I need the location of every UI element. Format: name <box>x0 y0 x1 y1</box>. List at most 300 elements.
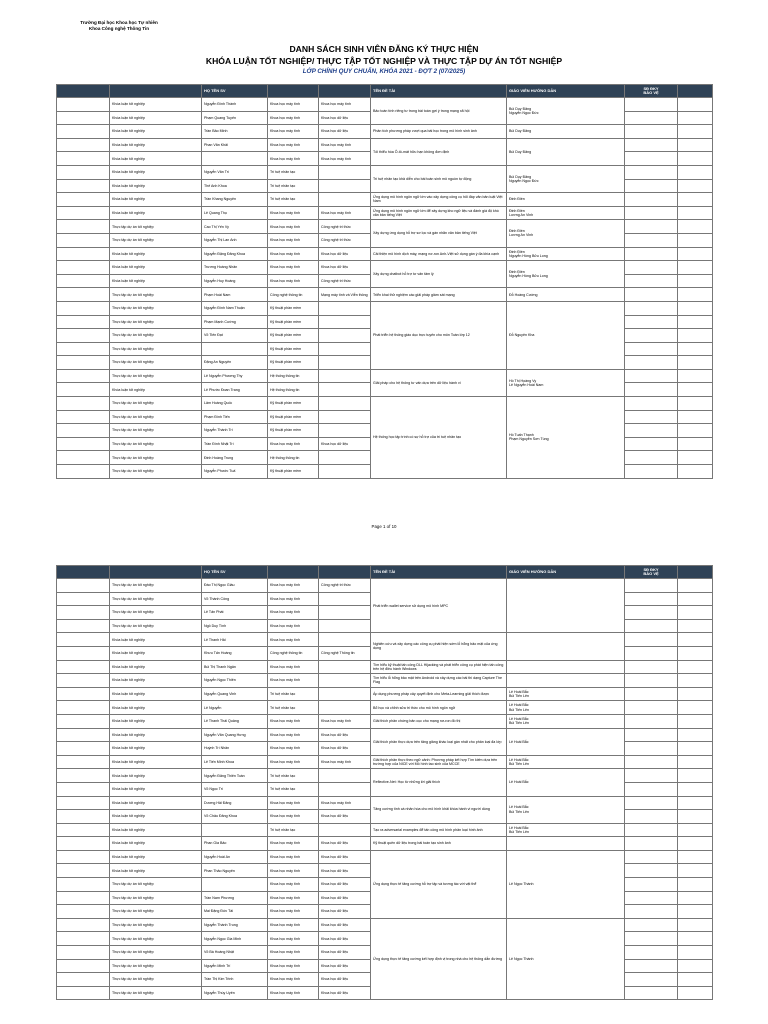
extra-cell <box>678 769 713 783</box>
thesis-type-cell: Khóa luận tốt nghiệp <box>110 98 202 112</box>
row-index-cell <box>57 701 110 715</box>
major-cell: Khoa học máy tính <box>268 728 319 742</box>
specialization-cell: Công nghệ tri thức <box>319 579 371 593</box>
signup-cell <box>625 946 678 960</box>
signup-cell <box>625 796 678 810</box>
signup-cell <box>625 247 678 261</box>
advisor-cell: Lê Ngọc Thành <box>507 918 625 1000</box>
extra-cell <box>678 329 713 343</box>
advisor-cell <box>507 837 625 851</box>
student-name-cell: Nguyễn Thị Lan Anh <box>202 233 268 247</box>
table-row <box>57 125 713 139</box>
header-spec <box>319 85 371 98</box>
extra-cell <box>678 973 713 987</box>
student-name-cell: Nguyễn Văn Trí <box>202 165 268 179</box>
table-row <box>57 220 713 234</box>
extra-cell <box>678 878 713 892</box>
signup-cell <box>625 769 678 783</box>
student-table-page-2 <box>56 565 713 1000</box>
student-name-cell: Võ Châu Đăng Khoa <box>202 810 268 824</box>
extra-cell <box>678 410 713 424</box>
row-index-cell <box>57 301 110 315</box>
major-cell: Công nghệ thông tin <box>268 646 319 660</box>
thesis-type-cell: Thực tập dự án tốt nghiệp <box>110 288 202 302</box>
advisor-cell: Đỗ Nguyên Kha <box>507 301 625 369</box>
signup-cell <box>625 397 678 411</box>
row-index-cell <box>57 206 110 220</box>
row-index-cell <box>57 193 110 207</box>
specialization-cell: Khoa học dữ liệu <box>319 959 371 973</box>
major-cell: Trí tuệ nhân tạo <box>268 179 319 193</box>
major-cell: Khoa học máy tính <box>268 138 319 152</box>
table-row <box>57 769 713 783</box>
header-advisor: GIÁO VIÊN HƯỚNG DẪN <box>507 566 625 579</box>
thesis-type-cell: Khóa luận tốt nghiệp <box>110 864 202 878</box>
row-index-cell <box>57 619 110 633</box>
advisor-cell: Lê Ngọc Thành <box>507 850 625 918</box>
extra-cell <box>678 592 713 606</box>
signup-cell <box>625 986 678 1000</box>
student-table-page-1 <box>56 84 713 479</box>
major-cell: Trí tuệ nhân tạo <box>268 165 319 179</box>
specialization-cell <box>319 769 371 783</box>
signup-cell <box>625 714 678 728</box>
thesis-type-cell: Khóa luận tốt nghiệp <box>110 125 202 139</box>
major-cell: Khoa học máy tính <box>268 437 319 451</box>
major-cell: Khoa học máy tính <box>268 932 319 946</box>
thesis-type-cell: Khóa luận tốt nghiệp <box>110 850 202 864</box>
signup-cell <box>625 891 678 905</box>
specialization-cell: Mạng máy tính và Viễn thông <box>319 288 371 302</box>
extra-cell <box>678 424 713 438</box>
extra-cell <box>678 301 713 315</box>
row-index-cell <box>57 660 110 674</box>
extra-cell <box>678 451 713 465</box>
table-row <box>57 918 713 932</box>
thesis-type-cell: Thực tập dự án tốt nghiệp <box>110 301 202 315</box>
row-index-cell <box>57 633 110 647</box>
thesis-type-cell: Khóa luận tốt nghiệp <box>110 111 202 125</box>
topic-cell: Bảo toàn tính riêng tư trong bài toán gợi ý trong mạng xã hội <box>371 98 507 125</box>
major-cell: Khoa học máy tính <box>268 891 319 905</box>
signup-cell <box>625 837 678 851</box>
thesis-type-cell: Thực tập dự án tốt nghiệp <box>110 220 202 234</box>
advisor-cell: Đinh Điền Lương An Vinh <box>507 206 625 220</box>
row-index-cell <box>57 946 110 960</box>
thesis-type-cell: Khóa luận tốt nghiệp <box>110 728 202 742</box>
extra-cell <box>678 932 713 946</box>
thesis-type-cell: Khóa luận tốt nghiệp <box>110 646 202 660</box>
row-index-cell <box>57 138 110 152</box>
student-name-cell: Đặng An Nguyên <box>202 356 268 370</box>
specialization-cell: Khoa học dữ liệu <box>319 932 371 946</box>
signup-cell <box>625 810 678 824</box>
signup-cell <box>625 261 678 275</box>
specialization-cell: Khoa học dữ liệu <box>319 111 371 125</box>
student-name-cell: Khưu Tấn Hoàng <box>202 646 268 660</box>
extra-cell <box>678 837 713 851</box>
major-cell: Trí tuệ nhân tạo <box>268 687 319 701</box>
student-name-cell: Dương Hải Đăng <box>202 796 268 810</box>
specialization-cell: Khoa học dữ liệu <box>319 850 371 864</box>
major-cell: Khoa học máy tính <box>268 619 319 633</box>
student-name-cell: Phan Văn Khải <box>202 138 268 152</box>
extra-cell <box>678 959 713 973</box>
student-name-cell: Lâm Hoàng Quốc <box>202 397 268 411</box>
major-cell: Khoa học máy tính <box>268 837 319 851</box>
extra-cell <box>678 742 713 756</box>
topic-cell: Ứng dụng mô hình ngôn ngữ lớn để xây dựng kho ngữ liệu và đánh giá độ khó văn bản tiếng Việt <box>371 206 507 220</box>
header-signup-line1: SĐ ĐKY <box>643 566 659 572</box>
extra-cell <box>678 701 713 715</box>
topic-cell: Hệ thống học tập trình có sự hỗ trợ của trí tuệ nhân tạo <box>371 397 507 479</box>
advisor-cell: Lê Hoài Bắc Bùi Tiến Lên <box>507 687 625 701</box>
major-cell: Kỹ thuật phần mềm <box>268 410 319 424</box>
specialization-cell: Khoa học dữ liệu <box>319 261 371 275</box>
specialization-cell <box>319 342 371 356</box>
thesis-type-cell: Thực tập dự án tốt nghiệp <box>110 369 202 383</box>
extra-cell <box>678 397 713 411</box>
major-cell: Khoa học máy tính <box>268 592 319 606</box>
topic-cell: Phát triển wallet service sử dụng mô hình MPC <box>371 579 507 633</box>
signup-cell <box>625 424 678 438</box>
signup-cell <box>625 383 678 397</box>
student-name-cell: Lê Tấn Phát <box>202 606 268 620</box>
thesis-type-cell: Khóa luận tốt nghiệp <box>110 837 202 851</box>
specialization-cell: Khoa học máy tính <box>319 152 371 166</box>
student-name-cell: Trần Khang Nguyên <box>202 193 268 207</box>
signup-cell <box>625 905 678 919</box>
topic-cell: Xây dựng chatbot hỗ trợ tư vấn tâm lý <box>371 261 507 288</box>
specialization-cell <box>319 179 371 193</box>
topic-cell: Tìm hiểu kỹ thuật tấn công DLL Hijacking và phát triển công cụ phát hiện tấn công trên hệ điều hành Windows <box>371 660 507 674</box>
major-cell: Khoa học máy tính <box>268 633 319 647</box>
signup-cell <box>625 301 678 315</box>
specialization-cell: Khoa học máy tính <box>319 796 371 810</box>
signup-cell <box>625 410 678 424</box>
row-index-cell <box>57 342 110 356</box>
thesis-type-cell: Khóa luận tốt nghiệp <box>110 755 202 769</box>
extra-cell <box>678 383 713 397</box>
table-row <box>57 369 713 383</box>
specialization-cell: Công nghệ tri thức <box>319 274 371 288</box>
extra-cell <box>678 220 713 234</box>
extra-cell <box>678 714 713 728</box>
major-cell: Khoa học máy tính <box>268 986 319 1000</box>
student-name-cell: Lê Phước Đoan Trang <box>202 383 268 397</box>
student-name-cell: Phạm Hoài Nam <box>202 288 268 302</box>
student-name-cell <box>202 823 268 837</box>
signup-cell <box>625 864 678 878</box>
topic-cell: Ứng dụng thực tế tăng cường kết hợp định vị trong nhà cho hệ thống dẫn đường <box>371 918 507 1000</box>
advisor-cell: Hồ Tuấn Thanh Phạm Nguyễn Sơn Tùng <box>507 397 625 479</box>
extra-cell <box>678 864 713 878</box>
extra-cell <box>678 165 713 179</box>
thesis-type-cell: Khóa luận tốt nghiệp <box>110 247 202 261</box>
topic-cell: Tìm hiểu lỗ hổng bảo mật trên Android và xây dựng các bài thi dạng Capture The Flag <box>371 674 507 688</box>
major-cell: Kỹ thuật phần mềm <box>268 329 319 343</box>
row-index-cell <box>57 973 110 987</box>
thesis-type-cell: Thực tập dự án tốt nghiệp <box>110 424 202 438</box>
thesis-type-cell: Khóa luận tốt nghiệp <box>110 165 202 179</box>
advisor-cell: Lê Hoài Bắc Bùi Tiến Lên <box>507 823 625 837</box>
specialization-cell: Khoa học dữ liệu <box>319 864 371 878</box>
extra-cell <box>678 946 713 960</box>
thesis-type-cell: Thực tập dự án tốt nghiệp <box>110 986 202 1000</box>
table-row <box>57 247 713 261</box>
student-name-cell: Phạm Mạnh Cường <box>202 315 268 329</box>
table-row <box>57 138 713 152</box>
thesis-type-cell: Thực tập dự án tốt nghiệp <box>110 946 202 960</box>
major-cell: Khoa học máy tính <box>268 755 319 769</box>
specialization-cell: Khoa học dữ liệu <box>319 742 371 756</box>
extra-cell <box>678 905 713 919</box>
major-cell: Khoa học máy tính <box>268 850 319 864</box>
student-name-cell: Nguyễn Thành Trung <box>202 918 268 932</box>
specialization-cell <box>319 410 371 424</box>
advisor-cell <box>507 660 625 674</box>
major-cell: Khoa học máy tính <box>268 959 319 973</box>
signup-cell <box>625 782 678 796</box>
topic-cell: Triển khai thử nghiệm các giải pháp giám sát mạng <box>371 288 507 302</box>
extra-cell <box>678 918 713 932</box>
specialization-cell <box>319 633 371 647</box>
specialization-cell <box>319 701 371 715</box>
specialization-cell <box>319 687 371 701</box>
thesis-type-cell: Khóa luận tốt nghiệp <box>110 769 202 783</box>
signup-cell <box>625 206 678 220</box>
signup-cell <box>625 465 678 479</box>
thesis-type-cell: Thực tập dự án tốt nghiệp <box>110 410 202 424</box>
specialization-cell <box>319 165 371 179</box>
page-footer: Page 1 of 10 <box>371 524 397 529</box>
advisor-cell <box>507 674 625 688</box>
specialization-cell <box>319 592 371 606</box>
advisor-cell: Lê Hoài Bắc Bùi Tiến Lên <box>507 714 625 728</box>
document-class-line: LỚP CHÍNH QUY CHUẨN, KHÓA 2021 - ĐỢT 2 (07/2025) <box>302 68 466 75</box>
header-major <box>268 566 319 579</box>
signup-cell <box>625 98 678 112</box>
extra-cell <box>678 687 713 701</box>
row-index-cell <box>57 646 110 660</box>
student-name-cell: Thế Anh Khoa <box>202 179 268 193</box>
advisor-cell: Lê Hoài Bắc Bùi Tiến Lên <box>507 796 625 823</box>
student-name-cell: Lê Quang Thụ <box>202 206 268 220</box>
student-name-cell: Nguyễn Đình Nam Thuận <box>202 301 268 315</box>
major-cell: Khoa học máy tính <box>268 220 319 234</box>
signup-cell <box>625 315 678 329</box>
topic-cell: Reflective-Net: Học từ những lời giải thích <box>371 769 507 796</box>
signup-cell <box>625 329 678 343</box>
row-index-cell <box>57 891 110 905</box>
major-cell: Hệ thống thông tin <box>268 451 319 465</box>
table-row <box>57 796 713 810</box>
specialization-cell: Khoa học máy tính <box>319 755 371 769</box>
extra-cell <box>678 315 713 329</box>
topic-cell: Xây dựng ứng dụng hỗ trợ sơ lọc và gán nhãn văn bản tiếng Việt <box>371 220 507 247</box>
student-name-cell: Đào Thị Ngọc Giàu <box>202 579 268 593</box>
topic-cell: Ứng dụng mô hình ngôn ngữ lớn vào xây dựng công cụ hỏi đáp văn bản luật Việt Nam <box>371 193 507 207</box>
row-index-cell <box>57 728 110 742</box>
document-subtitle: KHÓA LUẬN TỐT NGHIỆP/ THỰC TẬP TỐT NGHIỆP VÀ THỰC TẬP DỰ ÁN TỐT NGHIỆP <box>205 56 563 66</box>
extra-cell <box>678 193 713 207</box>
student-name-cell: Nguyễn Phước Tuấ <box>202 465 268 479</box>
thesis-type-cell: Thực tập dự án tốt nghiệp <box>110 932 202 946</box>
extra-cell <box>678 579 713 593</box>
row-index-cell <box>57 288 110 302</box>
topic-cell: Phát triển hệ thống giáo dục trực tuyến cho môn Toán lớp 12 <box>371 301 507 369</box>
thesis-type-cell: Thực tập dự án tốt nghiệp <box>110 959 202 973</box>
thesis-type-cell: Thực tập dự án tốt nghiệp <box>110 905 202 919</box>
row-index-cell <box>57 674 110 688</box>
thesis-type-cell: Thực tập dự án tốt nghiệp <box>110 918 202 932</box>
topic-cell: Giải pháp cho hệ thống tư vấn dựa trên dữ liệu hành vi <box>371 369 507 396</box>
major-cell: Hệ thống thông tin <box>268 369 319 383</box>
specialization-cell: Khoa học dữ liệu <box>319 437 371 451</box>
major-cell: Khoa học máy tính <box>268 742 319 756</box>
thesis-type-cell: Khóa luận tốt nghiệp <box>110 674 202 688</box>
extra-cell <box>678 660 713 674</box>
institution-header <box>74 20 164 32</box>
header-name: HỌ TÊN SV <box>202 566 268 579</box>
signup-cell <box>625 451 678 465</box>
major-cell: Kỹ thuật phần mềm <box>268 342 319 356</box>
major-cell: Kỹ thuật phần mềm <box>268 315 319 329</box>
topic-cell: Bổ học và chỉnh sửa tri thức cho mô hình ngôn ngữ <box>371 701 507 715</box>
advisor-cell: Đinh Điền Nguyễn Hồng Bửu Long <box>507 247 625 261</box>
major-cell: Công nghệ thông tin <box>268 288 319 302</box>
major-cell: Khoa học máy tính <box>268 261 319 275</box>
major-cell: Khoa học máy tính <box>268 674 319 688</box>
extra-cell <box>678 619 713 633</box>
header-signup-line2: BẢO VỆ <box>643 571 659 576</box>
row-index-cell <box>57 220 110 234</box>
thesis-type-cell: Khóa luận tốt nghiệp <box>110 274 202 288</box>
student-name-cell: Trần Bảo Minh <box>202 125 268 139</box>
thesis-type-cell: Thực tập dự án tốt nghiệp <box>110 973 202 987</box>
advisor-cell: Đinh Điền Lương An Vinh <box>507 220 625 247</box>
topic-cell: Tăng cường tính cá nhân hóa cho mô hình khải khóa hành vi người dùng <box>371 796 507 823</box>
row-index-cell <box>57 274 110 288</box>
row-index-cell <box>57 179 110 193</box>
specialization-cell: Khoa học máy tính <box>319 714 371 728</box>
major-cell: Khoa học máy tính <box>268 714 319 728</box>
header-extra <box>678 85 713 98</box>
specialization-cell <box>319 465 371 479</box>
table-row <box>57 728 713 742</box>
header-advisor: GIÁO VIÊN HƯỚNG DẪN <box>507 85 625 98</box>
thesis-type-cell: Thực tập dự án tốt nghiệp <box>110 356 202 370</box>
student-name-cell: Lê Tiến Minh Khoa <box>202 755 268 769</box>
student-name-cell: Lê Thanh Thái Quảng <box>202 714 268 728</box>
advisor-cell: Đỗ Hoàng Cường <box>507 288 625 302</box>
student-name-cell: Trương Hoàng Nhân <box>202 261 268 275</box>
row-index-cell <box>57 315 110 329</box>
table-row <box>57 660 713 674</box>
major-cell: Khoa học máy tính <box>268 579 319 593</box>
thesis-type-cell: Thực tập dự án tốt nghiệp <box>110 465 202 479</box>
thesis-type-cell: Khóa luận tốt nghiệp <box>110 823 202 837</box>
major-cell: Khoa học máy tính <box>268 606 319 620</box>
student-name-cell: Nguyễn Văn Quang Hưng <box>202 728 268 742</box>
signup-cell <box>625 687 678 701</box>
specialization-cell: Khoa học dữ liệu <box>319 946 371 960</box>
specialization-cell: Công nghệ tri thức <box>319 233 371 247</box>
signup-cell <box>625 728 678 742</box>
extra-cell <box>678 261 713 275</box>
thesis-type-cell: Khóa luận tốt nghiệp <box>110 261 202 275</box>
signup-cell <box>625 633 678 647</box>
signup-cell <box>625 701 678 715</box>
signup-cell <box>625 660 678 674</box>
row-index-cell <box>57 397 110 411</box>
thesis-type-cell: Thực tập dự án tốt nghiệp <box>110 397 202 411</box>
specialization-cell <box>319 674 371 688</box>
header-type <box>110 566 202 579</box>
student-name-cell: Nguyễn Hoài An <box>202 850 268 864</box>
thesis-type-cell: Khóa luận tốt nghiệp <box>110 782 202 796</box>
major-cell: Trí tuệ nhân tạo <box>268 193 319 207</box>
table-row <box>57 397 713 411</box>
major-cell: Khoa học máy tính <box>268 125 319 139</box>
major-cell: Trí tuệ nhân tạo <box>268 769 319 783</box>
header-topic: TÊN ĐỀ TÀI <box>371 566 507 579</box>
topic-cell: Kỹ thuật quên dữ liệu trong bài toán tạo sinh ảnh <box>371 837 507 851</box>
student-name-cell: Phạm Đình Tiến <box>202 410 268 424</box>
major-cell: Trí tuệ nhân tạo <box>268 782 319 796</box>
document-title: DANH SÁCH SINH VIÊN ĐĂNG KÝ THỰC HIỆN <box>289 44 479 54</box>
student-name-cell: Lê Nguyễn Phương Thy <box>202 369 268 383</box>
major-cell: Khoa học máy tính <box>268 206 319 220</box>
student-name-cell: Mai Đặng Đức Tài <box>202 905 268 919</box>
student-name-cell: Võ Bá Hoàng Nhật <box>202 946 268 960</box>
student-name-cell: Trần Nam Phương <box>202 891 268 905</box>
extra-cell <box>678 206 713 220</box>
topic-cell: Phân tích phương pháp vượt qua bài học trong mô hình sinh ảnh <box>371 125 507 139</box>
student-name-cell: Trần Đình Nhật Trí <box>202 437 268 451</box>
signup-cell <box>625 274 678 288</box>
signup-cell <box>625 646 678 660</box>
row-index-cell <box>57 369 110 383</box>
specialization-cell: Khoa học dữ liệu <box>319 986 371 1000</box>
extra-cell <box>678 437 713 451</box>
specialization-cell: Khoa học dữ liệu <box>319 905 371 919</box>
header-topic: TÊN ĐỀ TÀI <box>371 85 507 98</box>
thesis-type-cell: Thực tập dự án tốt nghiệp <box>110 606 202 620</box>
thesis-type-cell: Thực tập dự án tốt nghiệp <box>110 891 202 905</box>
specialization-cell: Khoa học dữ liệu <box>319 837 371 851</box>
extra-cell <box>678 356 713 370</box>
table-row <box>57 633 713 647</box>
extra-cell <box>678 465 713 479</box>
student-name-cell: Bùi Thị Thanh Ngân <box>202 660 268 674</box>
student-name-cell: Nguyễn Huy Hoàng <box>202 274 268 288</box>
student-name-cell: Huỳnh Trí Nhân <box>202 742 268 756</box>
row-index-cell <box>57 165 110 179</box>
thesis-type-cell: Thực tập dự án tốt nghiệp <box>110 342 202 356</box>
row-index-cell <box>57 714 110 728</box>
major-cell: Trí tuệ nhân tạo <box>268 701 319 715</box>
row-index-cell <box>57 247 110 261</box>
student-name-cell: Lê Thanh Hải <box>202 633 268 647</box>
thesis-type-cell: Thực tập dự án tốt nghiệp <box>110 878 202 892</box>
signup-cell <box>625 579 678 593</box>
advisor-cell: Bùi Duy Đăng <box>507 125 625 139</box>
thesis-type-cell: Thực tập dự án tốt nghiệp <box>110 329 202 343</box>
specialization-cell: Khoa học dữ liệu <box>319 891 371 905</box>
student-name-cell <box>202 342 268 356</box>
thesis-type-cell: Khóa luận tốt nghiệp <box>110 701 202 715</box>
